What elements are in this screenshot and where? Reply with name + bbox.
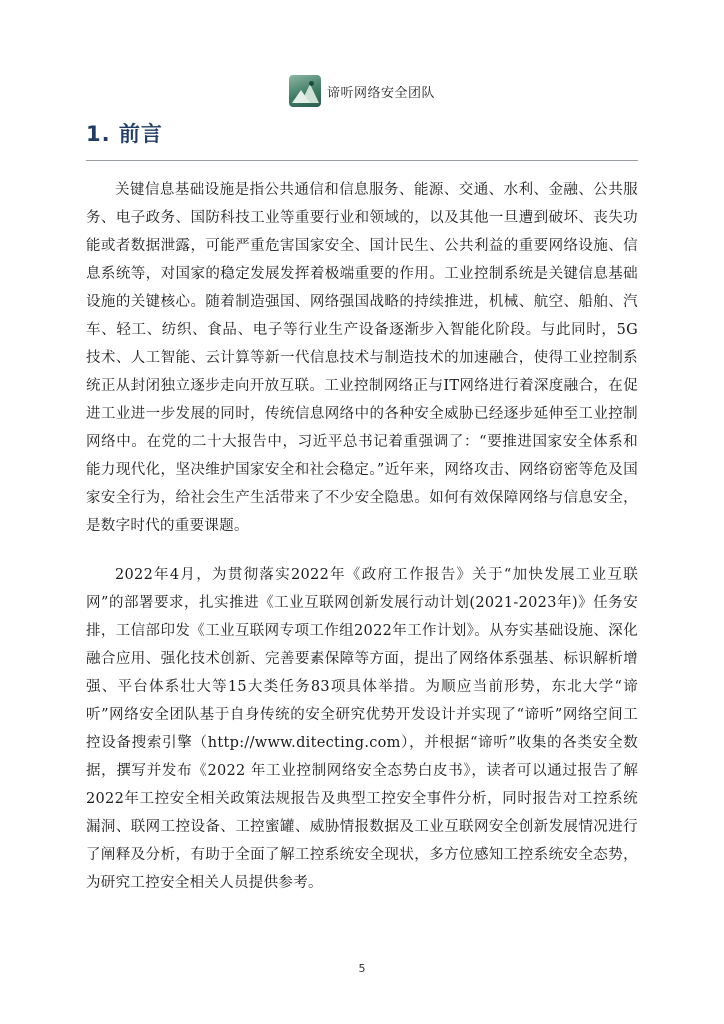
org-name: 谛听网络安全团队 — [326, 85, 435, 101]
paragraph-intro: 关键信息基础设施是指公共通信和信息服务、能源、交通、水利、金融、公共服务、电子政务、国防科技工业等重要行业和领域的，以及其他一旦遭到破坏、丧失功能或者数据泄露，可能严重危害国家安全、国计民生、公共利益的重要网络设施、信息系统等，对国家的稳定发展发挥着极端重要的作用。工业控制系统是关键信息基础设施的关键核心。随着制造强国、网络强国战略的持续推进，机械、航空、船舶、汽车、轻工、纺织、食品、电子等行业生产设备逐渐步入智能化阶段。与此同时，5G技术、人工智能、云计算等新一代信息技术与制造技术的加速融合，使得工业控制系统正从封闭独立逐步走向开放互联。工业控制网络正与IT网络进行着深度融合，在促进工业进一步发展的同时，传统信息网络中的各种安全威胁已经逐步延伸至工业控制网络中。在党的二十大报告中，习近平总书记着重强调了：“要推进国家安全体系和能力现代化，坚决维护国家安全和社会稳定。”近年来，网络攻击、网络窃密等危及国家安全行为，给社会生产生活带来了不少安全隐患。如何有效保障网络与信息安全，是数字时代的重要课题。 — [86, 182, 638, 534]
page-header — [0, 73, 724, 109]
page-number: 5 — [358, 962, 366, 975]
ditecting-logo-icon — [289, 75, 321, 107]
heading-divider — [86, 160, 638, 161]
section-heading: 1. 前言 — [86, 122, 163, 146]
paragraph-2022-plan: 2022年4月，为贯彻落实2022年《政府工作报告》关于“加快发展工业互联网”的部署要求，扎实推进《工业互联网创新发展行动计划(2021-2023年)》任务安排，工信部印发《工业互联网专项工作组2022年工作计划》。从夯实基础设施、深化融合应用、强化技术创新、完善要素保障等方面，提出了网络体系强基、标识解析增强、平台体系壮大等15大类任务83项具体举措。为顺应当前形势，东北大学“谛听”网络安全团队基于自身传统的安全研究优势开发设计并实现了“谛听”网络空间工控设备搜索引擎（http://www.ditecting.com），并根据“谛听”收集的各类安全数据，撰写并发布《2022 年工业控制网络安全态势白皮书》，读者可以通过报告了解 2022年工控安全相关政策法规报告及典型工控安全事件分析，同时报告对工控系统漏洞、联网工控设备、工控蜜罐、威胁情报数据及工业互联网安全创新发展情况进行了阐释及分析，有助于全面了解工控系统安全现状，多方位感知工控系统安全态势，为研究工控安全相关人员提供参考。 — [86, 567, 638, 891]
